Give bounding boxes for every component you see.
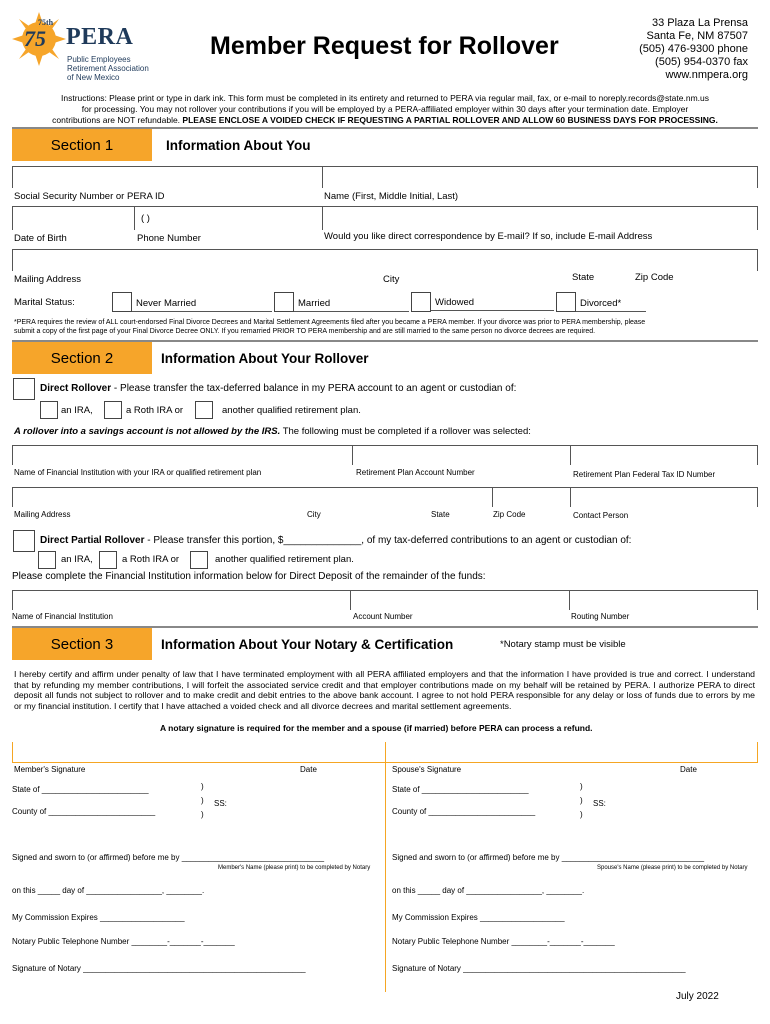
spouse-paren-1: )	[580, 782, 583, 791]
routing-number-label: Routing Number	[571, 612, 630, 621]
member-signature-input[interactable]	[14, 742, 384, 761]
divorce-note-line-1: *PERA requires the review of ALL court-endorsed Final Divorce Decrees and Marital Settlement Agreements filed after you became a PERA member. If your divorce was prior to PERA membership, please	[14, 319, 646, 326]
notary-stamp-note: *Notary stamp must be visible	[500, 639, 626, 650]
spouse-date-label: Date	[680, 765, 697, 774]
notary-requirement: A notary signature is required for the member and a spouse (if married) before PERA can process a refund.	[160, 723, 593, 733]
member-notary-signature: Signature of Notary __________________________________________________	[12, 964, 306, 973]
instructions: Instructions: Please print or type in dark ink. This form must be completed in its entirety and returned to PERA via regular mail, fax, or e-mail to noreply.records@state.nm.us for processing. You may not rollover your contributions if you will be employed by a PERA-affiliated employer within 30 days after your termination date. Employer contributions are NOT refundable. PLEASE ENCLOSE A VOIDED CHECK IF REQUESTING A PARTIAL ROLLOVER AND ALLOW 60 BUSINESS DAYS FOR PROCESSING.	[52, 93, 718, 125]
direct-ira-checkbox[interactable]	[40, 401, 58, 419]
mailing-address-label: Mailing Address	[14, 274, 82, 285]
ssn-label: Social Security Number or PERA ID	[14, 191, 165, 202]
direct-roth-ira-label: a Roth IRA or	[126, 405, 184, 416]
org-short-name: PERA	[66, 24, 134, 50]
member-print-note: Member's Name (please print) to be completed by Notary	[218, 865, 371, 871]
widowed-label: Widowed	[435, 297, 475, 308]
direct-roth-ira-checkbox[interactable]	[104, 401, 122, 419]
contact-person-input[interactable]	[571, 488, 756, 506]
fin-zip-label: Zip Code	[493, 510, 526, 519]
anniversary-badge: 75th	[38, 18, 54, 27]
direct-rollover-text: Direct Rollover - Please transfer the tax-deferred balance in my PERA account to an agent or custodian of:	[40, 383, 517, 394]
org-line-3: of New Mexico	[67, 73, 120, 82]
partial-other-plan-checkbox[interactable]	[190, 551, 208, 569]
contact-person-label: Contact Person	[573, 511, 629, 520]
partial-rollover-checkbox[interactable]	[13, 530, 35, 552]
spouse-print-note: Spouse's Name (please print) to be completed by Notary	[597, 865, 748, 871]
section-1-tag: Section 1	[12, 129, 152, 161]
fin-city-label: City	[307, 510, 321, 519]
phone-line: (505) 476-9300 phone	[639, 43, 748, 55]
plan-tax-id-label: Retirement Plan Federal Tax ID Number	[573, 470, 716, 479]
married-label: Married	[298, 298, 331, 309]
fin-mailing-address-label: Mailing Address	[14, 510, 71, 519]
org-line-2: Retirement Association	[67, 64, 149, 73]
member-commission: My Commission Expires ___________________	[12, 913, 185, 922]
member-signature-label: Member's Signature	[14, 765, 86, 774]
partial-roth-ira-label: a Roth IRA or	[122, 554, 180, 565]
spouse-paren-3: )	[580, 810, 583, 819]
savings-warning: A rollover into a savings account is not allowed by the IRS. The following must be completed if a rollover was selected:	[14, 426, 531, 437]
certification-text: I hereby certify and affirm under penalty of law that I have terminated employment with all PERA affiliated employers and that the information I have provided is true and correct. I understand that by refunding my member contributions, I will forfeit the associated service credit and that employer contributions made on my behalf will be retained by PERA. I authorize PERA to direct deposit all funds not subject to rollover and to make credit and debit entries to the above bank account. I agree to not hold PERA responsible for any delay or loss of funds due to errors by me or my financial institution. I certify that I have attached a voided check and all divorce decrees and marital settlement agreements.	[14, 669, 755, 711]
spouse-ss: SS:	[593, 799, 606, 808]
form-date: July 2022	[676, 991, 719, 1002]
city-label: City	[383, 274, 400, 285]
section-3-heading: Information About Your Notary & Certification	[161, 637, 454, 652]
spouse-county-of: County of ________________________	[392, 807, 536, 816]
partial-ira-label: an IRA,	[61, 554, 93, 565]
ssn-input[interactable]	[13, 167, 321, 187]
direct-rollover-checkbox[interactable]	[13, 378, 35, 400]
member-paren-2: )	[201, 796, 204, 805]
spouse-paren-2: )	[580, 796, 583, 805]
marital-status-label: Marital Status:	[14, 297, 75, 308]
direct-ira-label: an IRA,	[61, 405, 93, 416]
spouse-signature-label: Spouse's Signature	[392, 765, 462, 774]
deposit-fin-institution-label: Name of Financial Institution	[12, 612, 113, 621]
phone-input[interactable]	[135, 207, 321, 229]
svg-text:75: 75	[24, 26, 46, 51]
zip-label: Zip Code	[635, 272, 674, 283]
fax-line: (505) 954-0370 fax	[655, 56, 748, 68]
partial-rollover-text: Direct Partial Rollover - Please transfer this portion, $______________, of my tax-deferred contributions to an agent or custodian of:	[40, 535, 632, 546]
fin-zip-input[interactable]	[493, 488, 569, 506]
fin-mailing-address-input[interactable]	[13, 488, 491, 506]
never-married-label: Never Married	[136, 298, 197, 309]
phone-label: Phone Number	[137, 233, 201, 244]
org-line-1: Public Employees	[67, 55, 131, 64]
member-paren-1: )	[201, 782, 204, 791]
direct-other-plan-checkbox[interactable]	[195, 401, 213, 419]
member-state-of: State of ________________________	[12, 785, 149, 794]
member-ss: SS:	[214, 799, 227, 808]
email-input[interactable]	[323, 207, 756, 229]
section-3-tag: Section 3	[12, 628, 152, 660]
divorce-note-line-2: submit a copy of the first page of your Final Divorce Decree ONLY. If you remarried PRIOR TO PERA membership and are still married to the same person no divorce decrees are required.	[14, 328, 596, 335]
section-2-tag: Section 2	[12, 342, 152, 374]
fin-institution-input[interactable]	[13, 446, 351, 464]
deposit-fin-institution-input[interactable]	[13, 591, 349, 609]
phone-area-code: ( )	[141, 213, 150, 224]
spouse-notary-phone: Notary Public Telephone Number ________-_______-_______	[392, 937, 615, 946]
email-label: Would you like direct correspondence by E-mail? If so, include E-mail Address	[324, 231, 653, 242]
plan-account-number-label: Retirement Plan Account Number	[356, 468, 475, 477]
spouse-on-this: on this _____ day of _________________, ________.	[392, 886, 585, 895]
divorced-checkbox[interactable]	[556, 292, 576, 312]
deposit-account-number-input[interactable]	[351, 591, 568, 609]
website-link[interactable]: www.nmpera.org	[665, 69, 748, 81]
fin-institution-label: Name of Financial Institution with your IRA or qualified retirement plan	[14, 468, 262, 477]
member-on-this: on this _____ day of _________________, ________.	[12, 886, 205, 895]
page-title: Member Request for Rollover	[210, 32, 559, 60]
direct-other-plan-label: another qualified retirement plan.	[222, 405, 361, 416]
pera-address	[639, 17, 748, 82]
name-input[interactable]	[323, 167, 756, 187]
spouse-signature-input[interactable]	[387, 742, 756, 761]
partial-ira-checkbox[interactable]	[38, 551, 56, 569]
section-1-heading: Information About You	[166, 138, 311, 153]
member-sworn: Signed and sworn to (or affirmed) before me by ________________________________	[12, 853, 325, 862]
never-married-checkbox[interactable]	[112, 292, 132, 312]
plan-tax-id-input[interactable]	[571, 446, 756, 464]
name-label: Name (First, Middle Initial, Last)	[324, 191, 459, 202]
mailing-address-input[interactable]	[13, 250, 756, 270]
widowed-checkbox[interactable]	[411, 292, 431, 312]
divorced-label: Divorced*	[580, 298, 622, 309]
direct-deposit-instruction: Please complete the Financial Institution information below for Direct Deposit of the remainder of the funds:	[12, 571, 486, 582]
dob-label: Date of Birth	[14, 233, 67, 244]
member-paren-3: )	[201, 810, 204, 819]
state-label: State	[572, 272, 595, 283]
section-2-heading: Information About Your Rollover	[161, 351, 369, 366]
spouse-state-of: State of ________________________	[392, 785, 529, 794]
spouse-notary-signature: Signature of Notary __________________________________________________	[392, 964, 686, 973]
married-checkbox[interactable]	[274, 292, 294, 312]
address-line-1: 33 Plaza La Prensa	[651, 17, 748, 29]
member-notary-phone: Notary Public Telephone Number ________-_______-_______	[12, 937, 235, 946]
fin-state-label: State	[431, 510, 450, 519]
spouse-sworn: Signed and sworn to (or affirmed) before me by ________________________________	[392, 853, 705, 862]
dob-input[interactable]	[13, 207, 133, 229]
partial-roth-ira-checkbox[interactable]	[99, 551, 117, 569]
routing-number-input[interactable]	[570, 591, 756, 609]
partial-other-plan-label: another qualified retirement plan.	[215, 554, 354, 565]
member-date-label: Date	[300, 765, 317, 774]
member-county-of: County of ________________________	[12, 807, 156, 816]
deposit-account-number-label: Account Number	[353, 612, 413, 621]
plan-account-number-input[interactable]	[353, 446, 569, 464]
spouse-commission: My Commission Expires ___________________	[392, 913, 565, 922]
address-line-2: Santa Fe, NM 87507	[646, 30, 748, 42]
